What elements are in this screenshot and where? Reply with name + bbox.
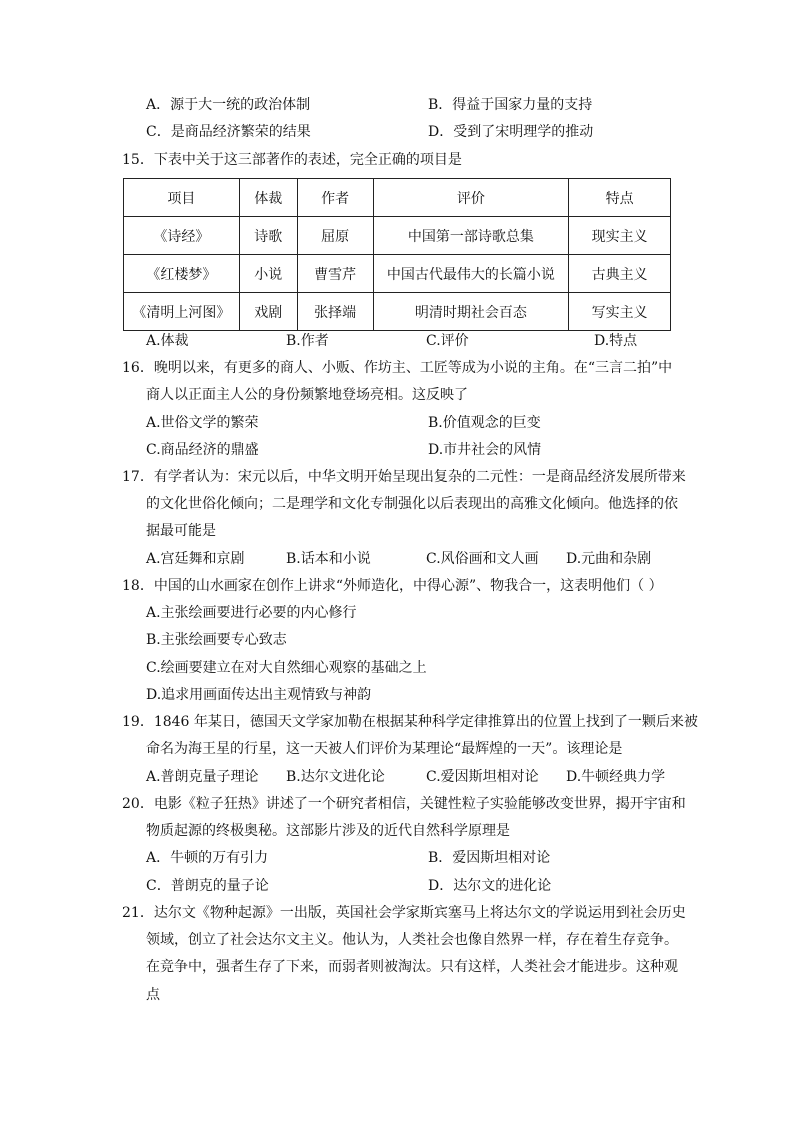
table-cell: 明清时期社会百态 [373,293,569,331]
q14-option-a: A．源于大一统的政治体制 [146,97,311,113]
table-row [124,217,671,255]
q18-option-b: B.主张绘画要专心致志 [146,632,287,648]
q20-stem-line1: 20．电影《粒子狂热》讲述了一个研究者相信，关键性粒子实验能够改变世界，揭开宇宙和 [122,796,686,812]
q14-option-c: C．是商品经济繁荣的结果 [146,124,311,140]
q16-option-a: A.世俗文学的繁荣 [146,415,259,431]
q17-option-c: C.风俗画和文人画 [426,551,539,567]
q21-stem-line3: 在竞争中，强者生存了下来，而弱者则被淘汰。只有这样，人类社会才能进步。这种观 [146,959,678,975]
table-cell: 张择端 [297,293,373,331]
table-cell: 戏剧 [239,293,297,331]
q18-option-c: C.绘画要建立在对大自然细心观察的基础之上 [146,660,427,676]
table-cell: 曹雪芹 [297,255,373,293]
q19-option-a: A.普朗克量子理论 [146,769,259,785]
q21-stem-line2: 领域，创立了社会达尔文主义。他认为，人类社会也像自然界一样，存在着生存竞争。 [146,932,678,948]
q17-option-b: B.话本和小说 [286,551,371,567]
table-header-cell: 特点 [569,179,671,217]
table-cell: 诗歌 [239,217,297,255]
table-cell: 中国古代最伟大的长篇小说 [373,255,569,293]
q21-stem-line1: 21．达尔文《物种起源》一出版，英国社会学家斯宾塞马上将达尔文的学说运用到社会历史 [122,905,686,921]
table-header-row [124,179,671,217]
table-cell: 《清明上河图》 [124,293,240,331]
q21-stem-line4: 点 [146,987,160,1003]
q20-option-b: B．爱因斯坦相对论 [428,850,551,866]
q20-option-a: A．牛顿的万有引力 [146,850,269,866]
q17-stem-line3: 据最可能是 [146,523,216,539]
q16-stem-line1: 16．晚明以来，有更多的商人、小贩、作坊主、工匠等成为小说的主角。在“三言二拍”中 [122,360,673,376]
q15-option-b: B.作者 [286,333,329,349]
table-header-cell: 作者 [297,179,373,217]
q19-option-c: C.爱因斯坦相对论 [426,769,539,785]
q16-stem-line2: 商人以正面主人公的身份频繁地登场亮相。这反映了 [146,387,468,403]
table-header-cell: 项目 [124,179,240,217]
q16-option-c: C.商品经济的鼎盛 [146,442,259,458]
table-row [124,293,671,331]
table-cell: 古典主义 [569,255,671,293]
q15-table [123,178,671,331]
q19-option-d: D.牛顿经典力学 [566,769,666,785]
q17-stem-line2: 的文化世俗化倾向；二是理学和文化专制强化以后表现出的高雅文化倾向。他选择的依 [146,496,678,512]
q20-option-d: D．达尔文的进化论 [428,878,552,894]
q19-option-b: B.达尔文进化论 [286,769,385,785]
table-header-cell: 体裁 [239,179,297,217]
q15-option-d: D.特点 [594,333,638,349]
table-row [124,255,671,293]
q14-option-d: D．受到了宋明理学的推动 [428,124,594,140]
q16-option-d: D.市井社会的风情 [428,442,542,458]
q15-option-a: A.体裁 [146,333,189,349]
table-cell: 小说 [239,255,297,293]
table-cell: 《诗经》 [124,217,240,255]
table-cell: 中国第一部诗歌总集 [373,217,569,255]
table-cell: 屈原 [297,217,373,255]
table-header-cell: 评价 [373,179,569,217]
q16-option-b: B.价值观念的巨变 [428,415,541,431]
q15-option-c: C.评价 [426,333,469,349]
q17-option-a: A.宫廷舞和京剧 [146,551,245,567]
q15-stem: 15．下表中关于这三部著作的表述，完全正确的项目是 [122,152,462,168]
q18-option-d: D.追求用画面传达出主观情致与神韵 [146,687,372,703]
table-cell: 现实主义 [569,217,671,255]
q17-stem-line1: 17．有学者认为：宋元以后，中华文明开始呈现出复杂的二元性：一是商品经济发展所带来 [122,469,686,485]
q18-option-a: A.主张绘画要进行必要的内心修行 [146,605,357,621]
q19-stem-line1: 19．1846 年某日，德国天文学家加勒在根据某种科学定律推算出的位置上找到了一颗后来被 [122,714,698,730]
q20-stem-line2: 物质起源的终极奥秘。这部影片涉及的近代自然科学原理是 [146,823,510,839]
q17-option-d: D.元曲和杂剧 [566,551,652,567]
q20-option-c: C．普朗克的量子论 [146,878,269,894]
table-cell: 《红楼梦》 [124,255,240,293]
q18-stem: 18．中国的山水画家在创作上讲求“外师造化，中得心源”、物我合一，这表明他们（ ） [122,578,663,594]
q14-option-b: B．得益于国家力量的支持 [428,97,593,113]
q19-stem-line2: 命名为海王星的行星，这一天被人们评价为某理论“最辉煌的一天”。该理论是 [146,741,623,757]
table-cell: 写实主义 [569,293,671,331]
